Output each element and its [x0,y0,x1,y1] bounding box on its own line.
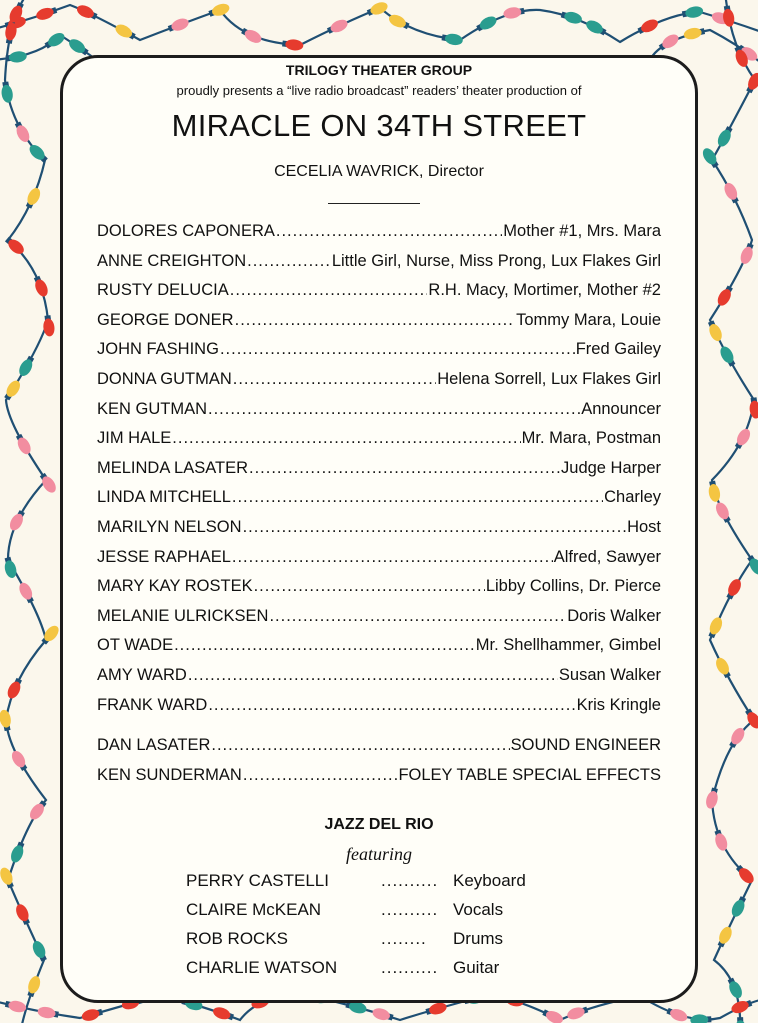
actor-name: DONNA GUTMAN [97,369,232,388]
light-bulb-icon [713,656,733,680]
light-bulb-icon [32,275,51,299]
light-bulb-icon [3,235,26,257]
role-name: Libby Collins, Dr. Pierce [485,577,661,596]
actor-name: MARY KAY ROSTEK [97,577,253,596]
leader-dots [174,636,475,655]
crew-list [97,736,661,795]
light-bulb-icon [707,480,722,503]
light-bulb-icon [681,5,704,20]
band-row [186,871,526,900]
leader-dots [230,281,428,300]
light-bulb-icon [7,509,27,533]
light-bulb-icon [748,397,758,419]
leader-dots [233,370,436,389]
light-bulb-icon [5,677,24,701]
light-bulb-icon [715,925,734,949]
leader-dots [220,340,575,359]
cast-row [97,429,661,459]
cast-row [97,370,661,400]
actor-name: MELANIE ULRICKSEN [97,606,269,625]
presents-line: proudly presents a “live radio broadcast” readers’ theater production of [176,83,582,98]
leader-dots [276,222,502,241]
cast-row [97,400,661,430]
leader-dots [243,518,627,537]
light-bulb-icon [366,0,390,18]
light-bulb-icon [25,974,42,997]
role-name: R.H. Macy, Mortimer, Mother #2 [428,281,661,300]
light-bulb-icon [503,5,526,19]
crew-role: SOUND ENGINEER [510,736,661,754]
leader-dots [254,577,485,596]
actor-name: LINDA MITCHELL [97,488,231,507]
cast-row [97,518,661,548]
light-bulb-icon [735,1017,747,1023]
light-bulb-icon [729,895,748,919]
leader-dots: .......... [381,871,439,890]
light-bulb-icon [37,1006,60,1020]
role-name: Fred Gailey [575,340,661,359]
leader-dots: .......... [381,900,439,919]
role-name: Little Girl, Nurse, Miss Prong, Lux Flakes Girl [331,251,661,270]
light-bulb-icon [560,9,583,25]
light-bulb-icon [733,427,753,451]
crew-row [97,736,661,766]
light-bulb-icon [35,5,58,22]
role-name: Host [627,517,661,536]
actor-name: MARILYN NELSON [97,517,242,536]
light-bulb-icon [14,433,34,457]
cast-row [97,636,661,666]
cast-row [97,281,661,311]
light-bulb-icon [721,5,735,27]
light-bulb-icon [683,26,706,41]
leader-dots [211,736,509,755]
cast-row [97,666,661,696]
leader-dots [172,429,520,448]
cast-row [97,252,661,282]
crew-name: DAN LASATER [97,736,211,754]
cast-row [97,340,661,370]
light-bulb-icon [0,709,13,732]
light-bulb-icon [566,1004,589,1021]
light-bulb-icon [738,242,756,265]
musician-name: PERRY CASTELLI [186,871,329,890]
light-bulb-icon [43,30,67,50]
actor-name: FRANK WARD [97,695,208,714]
role-name: Doris Walker [567,606,661,625]
leader-dots [232,488,603,507]
light-bulb-icon [240,26,264,46]
light-bulb-icon [665,1006,689,1023]
cast-row [97,548,661,578]
role-name: Mr. Shellhammer, Gimbel [475,636,661,655]
light-bulb-icon [715,284,735,308]
featuring-label: featuring [346,844,412,864]
actor-name: AMY WARD [97,665,187,684]
light-bulb-icon [690,1014,712,1023]
light-bulb-icon [475,14,499,34]
actor-name: OT WADE [97,636,174,655]
actor-name: DOLORES CAPONERA [97,222,275,240]
leader-dots [247,252,331,271]
role-name: Alfred, Sawyer [553,547,661,566]
light-bulb-icon [0,866,16,890]
light-bulb-icon [24,186,43,210]
light-bulb-icon [371,1006,394,1023]
cast-row [97,607,661,637]
light-bulb-icon [0,81,14,103]
leader-dots [243,766,398,785]
light-bulb-icon [326,17,350,36]
crew-name: KEN SUNDERMAN [97,765,242,784]
leader-dots [232,548,553,567]
light-bulb-icon [27,142,50,165]
light-bulb-icon [2,378,23,402]
actor-name: JOHN FASHING [97,340,219,359]
show-title: MIRACLE ON 34TH STREET [171,108,587,143]
instrument: Vocals [453,900,504,919]
actor-name: GEORGE DONER [97,310,234,329]
musician-name: CLAIRE McKEAN [186,900,322,919]
light-bulb-icon [724,577,743,601]
band-row [186,958,526,987]
role-name: Susan Walker [558,665,661,684]
light-bulb-icon [9,749,29,773]
crew-row [97,766,661,796]
light-bulb-icon [706,615,724,639]
instrument: Drums [453,929,504,948]
light-bulb-icon [113,22,137,42]
cast-list [97,222,661,725]
light-bulb-icon [725,976,744,1000]
cast-row [97,459,661,489]
light-bulb-icon [38,471,59,495]
musician-name: ROB ROCKS [186,929,289,948]
role-name: Judge Harper [561,458,661,477]
light-bulb-icon [713,500,733,524]
light-bulb-icon [2,556,18,579]
light-bulb-icon [80,1006,103,1022]
actor-name: KEN GUTMAN [97,399,208,418]
light-bulb-icon [657,32,681,53]
instrument: Keyboard [453,871,526,890]
band-members [186,871,526,987]
leader-dots [208,400,580,419]
leader-dots: ........ [381,929,427,948]
program-card [60,55,698,1003]
director-credit: CECELIA WAVRICK, Director [274,163,484,180]
light-bulb-icon [67,36,91,57]
cast-row [97,488,661,518]
leader-dots: .......... [381,958,439,977]
leader-dots [269,607,566,626]
light-bulb-icon [167,16,191,34]
leader-dots [208,696,575,715]
light-bulb-icon [730,998,754,1016]
light-bulb-icon [584,18,608,38]
light-bulb-icon [17,581,36,605]
band-row [186,929,526,958]
band-row [186,900,526,929]
light-bulb-icon [14,902,33,926]
actor-name: RUSTY DELUCIA [97,281,229,300]
light-bulb-icon [541,1007,565,1023]
role-name: Charley [604,488,661,507]
role-name: Mr. Mara, Postman [521,429,661,448]
role-name: Kris Kringle [576,695,661,714]
light-bulb-icon [208,2,231,20]
light-bulb-icon [30,939,49,963]
light-bulb-icon [441,32,464,46]
actor-name: JESSE RAPHAEL [97,547,231,566]
light-bulb-icon [718,344,738,368]
light-bulb-icon [636,17,660,36]
light-bulb-icon [17,354,37,378]
actor-name: JIM HALE [97,429,172,448]
light-bulb-icon [722,181,741,205]
crew-role: FOLEY TABLE SPECIAL EFFECTS [398,765,661,784]
light-bulb-icon [712,829,729,852]
light-bulb-icon [4,998,27,1013]
role-name: Tommy Mara, Louie [516,310,661,329]
light-bulb-icon [704,787,720,810]
actor-name: ANNE CREIGHTON [97,251,247,270]
actor-name: MELINDA LASATER [97,458,248,477]
leader-dots [249,459,560,478]
cast-row [97,311,661,341]
theater-group-name: TRILOGY THEATER GROUP [285,62,473,78]
light-bulb-icon [425,1001,448,1017]
cast-row [97,696,661,726]
role-name: Announcer [581,399,661,418]
instrument: Guitar [453,958,500,977]
role-name: Mother #1, Mrs. Mara [503,222,661,240]
divider [328,203,420,204]
leader-dots [188,666,558,685]
cast-row [97,222,661,252]
light-bulb-icon [715,125,735,149]
light-bulb-icon [706,319,725,343]
light-bulb-icon [9,841,27,865]
cast-row [97,577,661,607]
leader-dots [235,311,516,330]
light-bulb-icon [75,3,99,22]
band-name: JAZZ DEL RIO [324,816,434,833]
role-name: Helena Sorrell, Lux Flakes Girl [437,369,661,388]
light-bulb-icon [211,1005,234,1023]
light-bulb-icon [282,38,304,51]
musician-name: CHARLIE WATSON [186,958,338,977]
